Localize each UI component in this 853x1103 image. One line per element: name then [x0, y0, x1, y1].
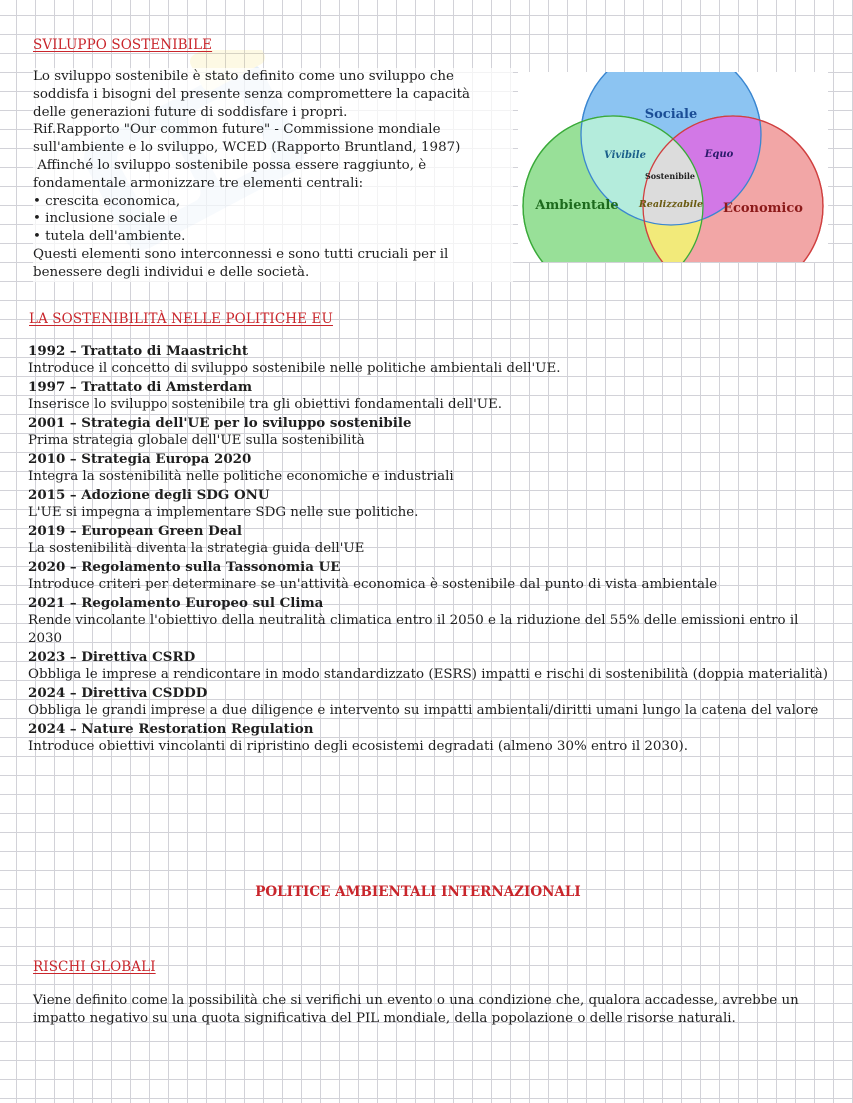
timeline-entry-description: Rende vincolante l'obiettivo della neutralità climatica entro il 2050 e la riduzione del 55% delle emissioni entro il 2030 [28, 613, 799, 646]
intro-line: Lo sviluppo sostenibile è stato definito come uno sviluppo che [33, 69, 454, 84]
timeline-entry [28, 414, 828, 450]
timeline-entry-title: 1992 – Trattato di Maastricht [28, 343, 249, 359]
section-heading-sviluppo-sostenibile: SVILUPPO SOSTENIBILE [33, 37, 213, 53]
intro-line: delle generazioni future di soddisfare i propri. [33, 104, 348, 120]
section-heading-rischi-globali: RISCHI GLOBALI [33, 959, 156, 975]
timeline-entry-title: 2015 – Adozione degli SDG ONU [28, 487, 270, 503]
venn-label-sociale: Sociale [644, 107, 698, 122]
timeline-entry-description: Introduce il concetto di sviluppo sostenibile nelle politiche ambientali dell'UE. [28, 361, 561, 376]
timeline-entry-description: Obbliga le imprese a rendicontare in modo standardizzato (ESRS) impatti e rischi di sostenibilità (doppia materialità) [28, 667, 828, 682]
venn-label-equo: Equo [704, 149, 734, 160]
timeline-entry-description: Integra la sostenibilità nelle politiche economiche e industriali [28, 469, 454, 484]
venn-label-realizzabile: Realizzabile [638, 199, 704, 210]
section-title-politiche-internazionali: POLITICE AMBIENTALI INTERNAZIONALI [255, 884, 581, 900]
intro-line: Questi elementi sono interconnessi e sono tutti cruciali per il [33, 246, 449, 262]
timeline-entry-description: Introduce criteri per determinare se un'attività economica è sostenibile dal punto di vista ambientale [28, 577, 718, 592]
timeline-entry-title: 2021 – Regolamento Europeo sul Clima [28, 595, 324, 611]
timeline-entry-title: 2010 – Strategia Europa 2020 [28, 451, 252, 467]
section-heading-sostenibilita-eu: LA SOSTENIBILITÀ NELLE POLITICHE EU [29, 311, 333, 327]
timeline-entry-description: Prima strategia globale dell'UE sulla sostenibilità [28, 433, 365, 448]
timeline-entry [28, 486, 828, 522]
intro-line: benessere degli individui e delle società. [33, 264, 310, 280]
venn-label-vivibile: Vivibile [604, 150, 646, 161]
bullet-item: • crescita economica, [33, 193, 181, 209]
timeline-entry-title: 2024 – Direttiva CSDDD [28, 685, 208, 701]
intro-line: fondamentale armonizzare tre elementi centrali: [33, 175, 364, 191]
intro-line: sull'ambiente e lo sviluppo, WCED (Rapporto Bruntland, 1987) [33, 140, 461, 156]
eu-policy-timeline [28, 342, 828, 756]
timeline-entry [28, 684, 828, 720]
timeline-entry [28, 720, 828, 756]
timeline-entry-description: Obbliga le grandi imprese a due diligence e intervento su impatti ambientali/diritti umani lungo la catena del valore [28, 703, 819, 718]
timeline-entry-description: Introduce obiettivi vincolanti di ripristino degli ecosistemi degradati (almeno 30% entro il 2030). [28, 739, 688, 754]
bullet-item: • inclusione sociale e [33, 211, 178, 227]
intro-paragraph [33, 68, 513, 282]
timeline-entry [28, 522, 828, 558]
venn-label-ambientale: Ambientale [535, 198, 619, 213]
timeline-entry-title: 2020 – Regolamento sulla Tassonomia UE [28, 559, 341, 575]
timeline-entry [28, 594, 828, 648]
intro-line: Rif.Rapporto "Our common future" - Commissione mondiale [33, 122, 441, 138]
intro-line: soddisfa i bisogni del presente senza compromettere la capacità [33, 86, 471, 102]
timeline-entry [28, 378, 828, 414]
timeline-entry [28, 648, 828, 684]
timeline-entry [28, 558, 828, 594]
venn-label-economico: Economico [723, 201, 803, 216]
timeline-entry-description: La sostenibilità diventa la strategia guida dell'UE [28, 541, 365, 556]
timeline-entry-title: 1997 – Trattato di Amsterdam [28, 379, 253, 395]
sustainability-venn-diagram [518, 72, 828, 262]
timeline-entry-title: 2019 – European Green Deal [28, 523, 242, 539]
venn-label-sostenibile: Sostenibile [644, 171, 696, 181]
rischi-globali-paragraph: Viene definito come la possibilità che si verifichi un evento o una condizione che, qualora accadesse, avrebbe un impatto negativo su una quota significativa del PIL mondiale, della popolazione o delle risorse naturali. [33, 993, 799, 1026]
timeline-entry-title: 2023 – Direttiva CSRD [28, 649, 196, 665]
bullet-item: • tutela dell'ambiente. [33, 229, 186, 245]
intro-line: Affinché lo sviluppo sostenibile possa essere raggiunto, è [33, 157, 427, 173]
timeline-entry-description: Inserisce lo sviluppo sostenibile tra gli obiettivi fondamentali dell'UE. [28, 397, 503, 412]
timeline-entry-title: 2024 – Nature Restoration Regulation [28, 721, 314, 737]
timeline-entry-title: 2001 – Strategia dell'UE per lo sviluppo sostenibile [28, 415, 412, 431]
timeline-entry [28, 450, 828, 486]
timeline-entry [28, 342, 828, 378]
timeline-entry-description: L'UE si impegna a implementare SDG nelle sue politiche. [28, 505, 419, 520]
